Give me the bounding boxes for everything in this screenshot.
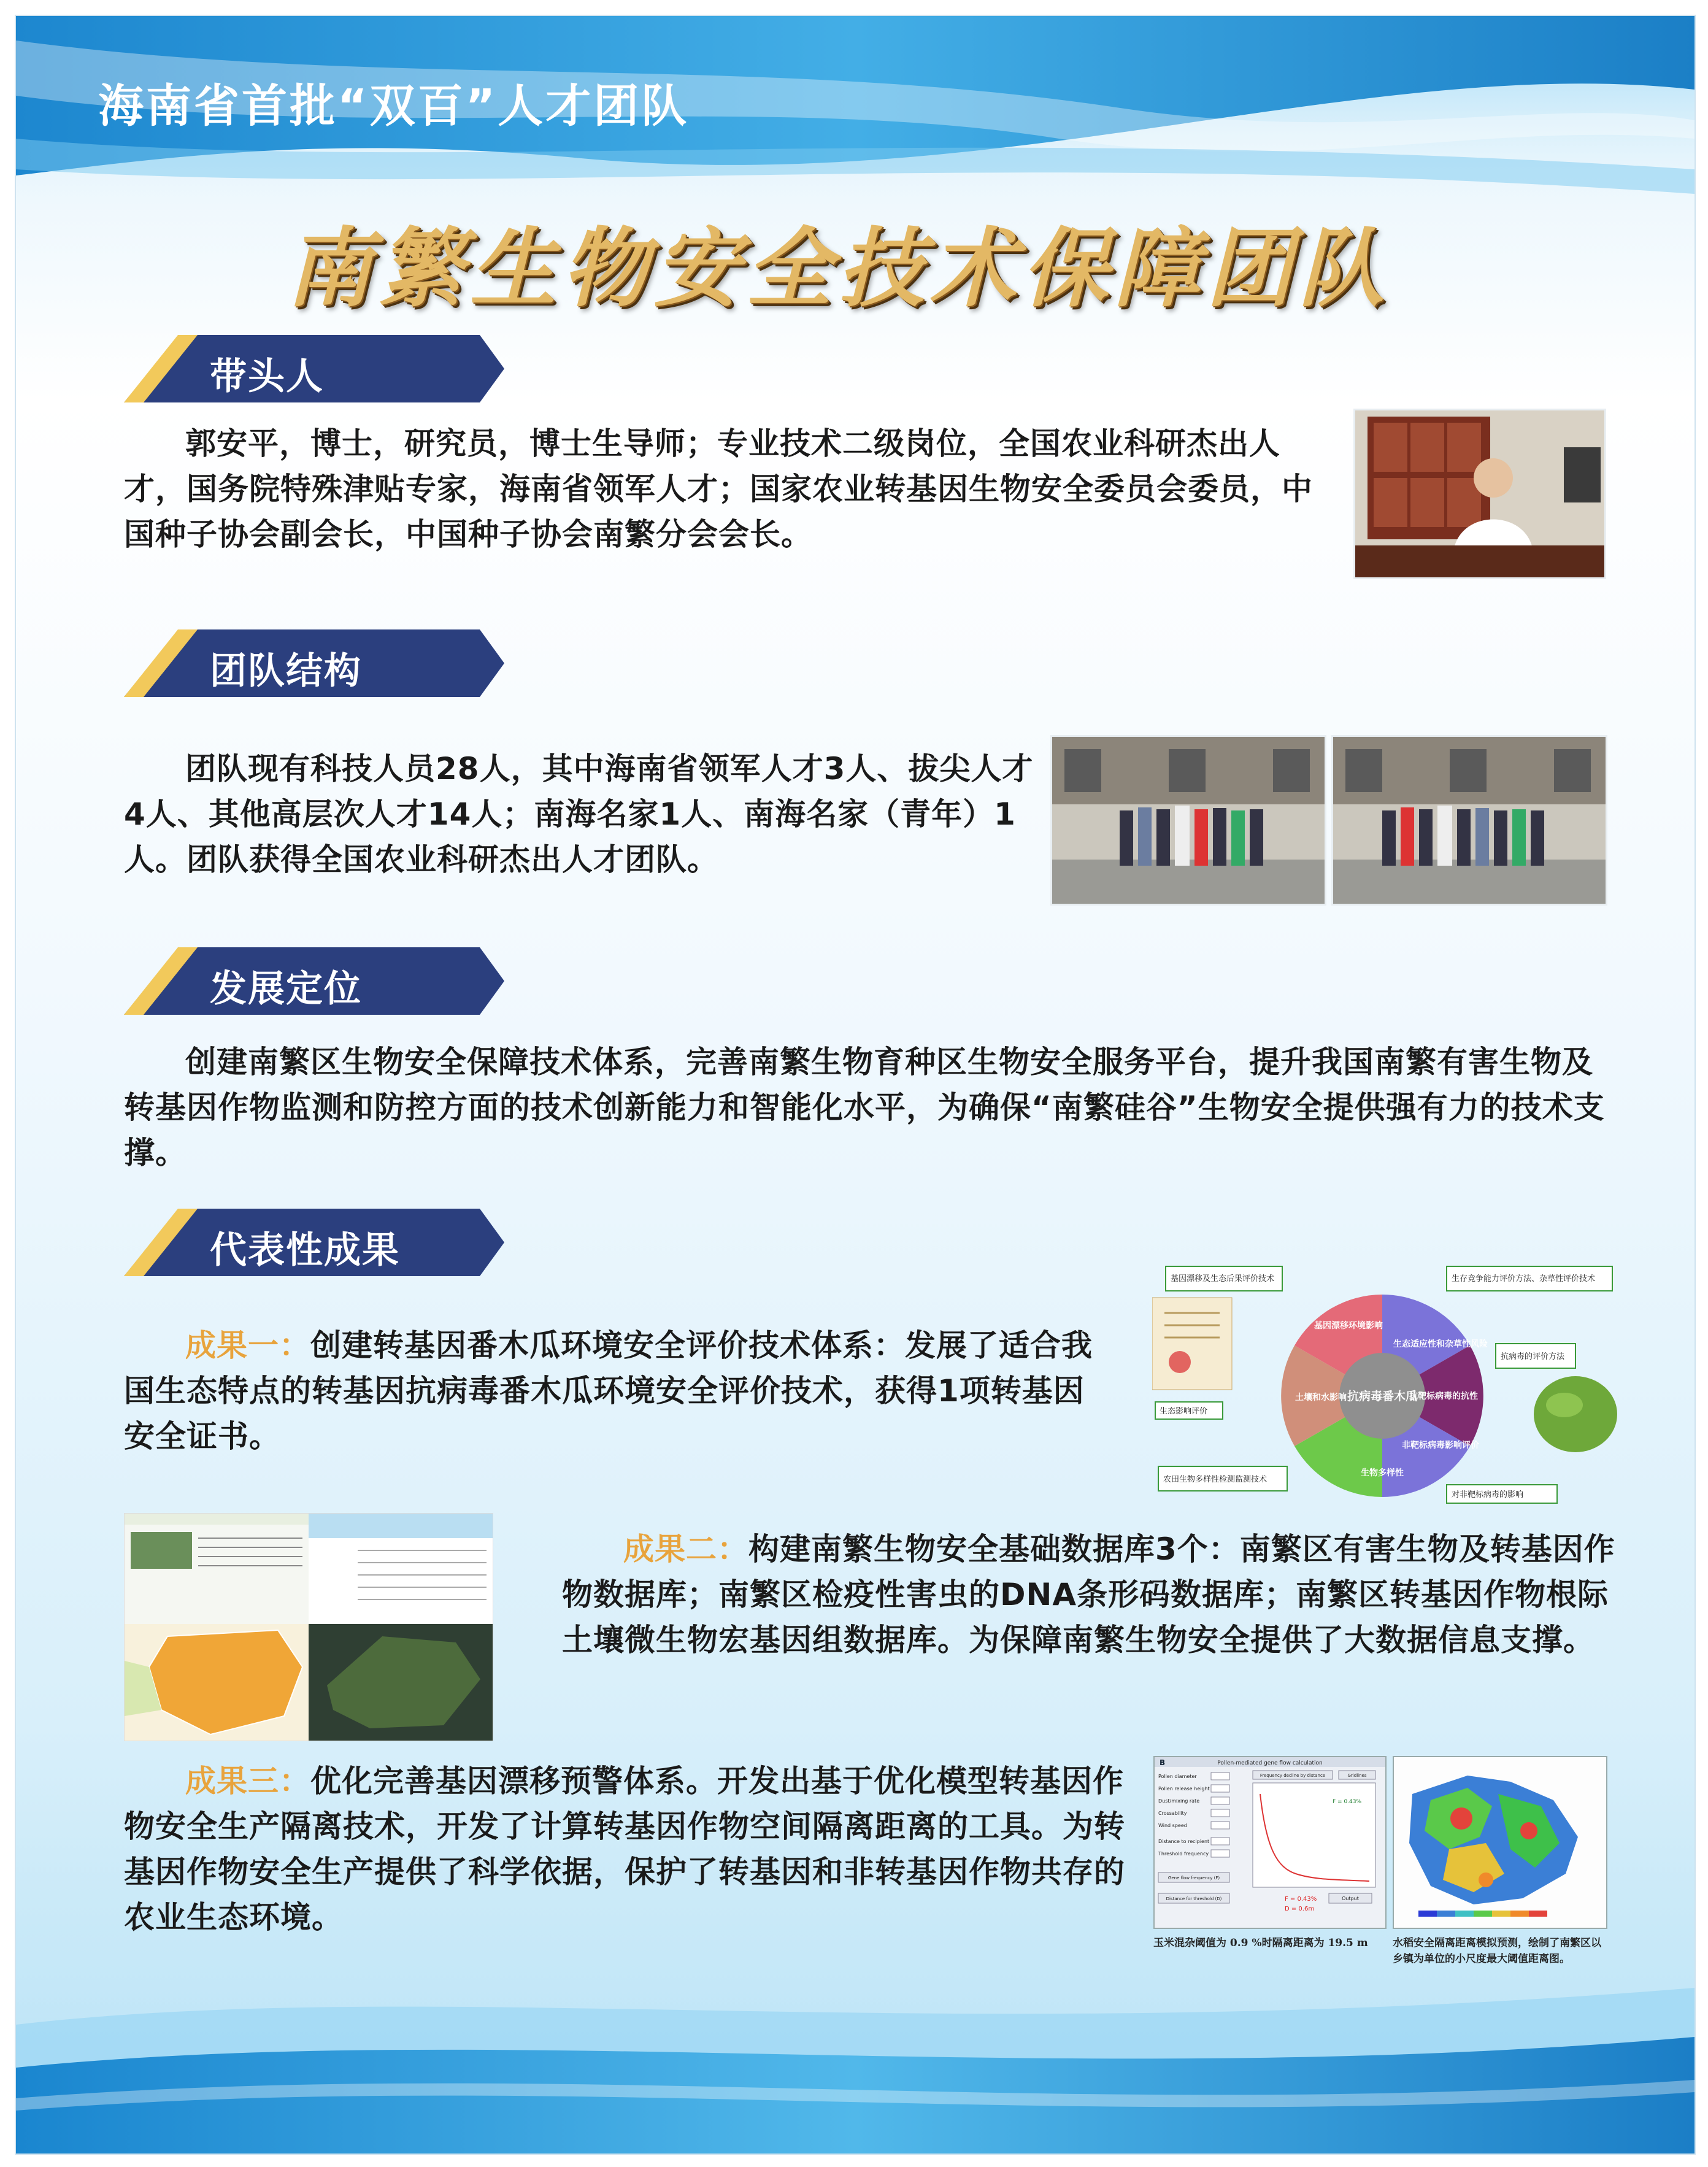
achievement-label: 成果二： [623, 1531, 748, 1567]
tool-caption: 玉米混杂阈值为 0.9 %时隔离距离为 19.5 m [1153, 1937, 1368, 1949]
gene-flow-tool-screenshot [1153, 1756, 1387, 1929]
section-header-leader [124, 335, 504, 402]
isolation-distance-map [1393, 1756, 1607, 1929]
database-screenshots-collage [124, 1513, 493, 1741]
diagram-callout: 抗病毒的评价方法 [1501, 1352, 1565, 1361]
team-title: 南繁生物安全技术保障团队 [286, 218, 1391, 319]
gene-flow-frequency-button[interactable]: Gene flow frequency (F) [1168, 1876, 1220, 1880]
section-header-structure [124, 629, 504, 697]
structure-paragraph: 团队现有科技人员28人，其中海南省领军人才3人、拔尖人才4人、其他高层次人才14人；南海名家1人、南海名家（青年）1人。团队获得全国农业科研杰出人才团队。 [124, 751, 1034, 877]
achievement-2 [562, 1526, 1617, 1663]
positioning-paragraph: 创建南繁区生物安全保障技术体系，完善南繁生物育种区生物安全服务平台，提升我国南繁有害生物及转基因作物监测和防控方面的技术创新能力和智能化水平，为确保“南繁硅谷”生物安全提供强有力的技术支撑。 [124, 1044, 1605, 1171]
achievement-text: 优化完善基因漂移预警体系。开发出基于优化模型转基因作物安全生产隔离技术，开发了计算转基因作物空间隔离距离的工具。为转基因作物安全生产提供了科学依据，保护了转基因和非转基因作物共存的农业生态环境。 [124, 1763, 1125, 1935]
diagram-segment: 生态适应性和杂草性风险 [1393, 1339, 1488, 1349]
output-button[interactable]: Output [1342, 1896, 1359, 1901]
diagram-callout: 农田生物多样性检测监测技术 [1163, 1475, 1268, 1484]
field-label: Dust/mixing rate [1158, 1798, 1200, 1804]
section-heading: 发展定位 [210, 968, 362, 1010]
section-heading: 代表性成果 [210, 1229, 400, 1272]
result-frequency: F = 0.43% [1333, 1799, 1362, 1805]
diagram-callout: 对非靶标病毒的影响 [1452, 1490, 1524, 1499]
diagram-segment: 基因漂移环境影响 [1314, 1321, 1383, 1331]
field-label: Wind speed [1158, 1823, 1187, 1828]
section-header-positioning [124, 947, 504, 1015]
field-label: Pollen diameter [1158, 1774, 1197, 1779]
diagram-segment: 非靶标病毒影响评价 [1402, 1441, 1479, 1450]
team-photo-2 [1331, 735, 1607, 906]
achievement-label: 成果三： [185, 1763, 310, 1799]
section-heading: 团队结构 [210, 650, 362, 693]
diagram-callout: 生存竞争能力评价方法、杂草性评价技术 [1452, 1274, 1596, 1284]
field-label: Pollen release height [1158, 1786, 1210, 1792]
diagram-segment: 抗靶标病毒的抗性 [1409, 1391, 1478, 1401]
map-caption: 水稻安全隔离距离模拟预测，绘制了南繁区以乡镇为单位的小尺度最大阈值距离图。 [1393, 1937, 1601, 1965]
result-distance: D = 0.6m [1285, 1906, 1315, 1912]
field-label: Distance to recipient [1158, 1839, 1210, 1844]
diagram-center-label: 抗病毒番木瓜 [1347, 1390, 1418, 1403]
leader-photo [1353, 409, 1606, 579]
achievement-1 [124, 1323, 1106, 1459]
distance-threshold-button[interactable]: Distance for threshold (D) [1166, 1896, 1222, 1901]
diagram-callout: 基因漂移及生态后果评价技术 [1171, 1274, 1275, 1284]
window-title: Pollen-mediated gene flow calculation [1217, 1760, 1323, 1766]
section-heading: 带头人 [210, 355, 324, 398]
team-photo-1 [1050, 735, 1326, 906]
gridlines-button[interactable]: Gridlines [1347, 1773, 1367, 1778]
field-label: Threshold frequency [1158, 1851, 1209, 1857]
papaya-assessment-diagram [1152, 1264, 1618, 1509]
achievement-3 [124, 1758, 1130, 1940]
section-header-achievements [124, 1209, 504, 1276]
poster [15, 15, 1696, 2155]
achievement-label: 成果一： [185, 1328, 310, 1363]
field-label: Crossability [1158, 1811, 1187, 1816]
diagram-segment: 土壤和水影响 [1295, 1393, 1347, 1403]
achievement-text: 构建南繁生物安全基础数据库3个：南繁区有害生物及转基因作物数据库；南繁区检疫性害虫的DNA条形码数据库；南繁区转基因作物根际土壤微生物宏基因组数据库。为保障南繁生物安全提供了大数据信息支撑。 [562, 1531, 1615, 1658]
certificate-image [1152, 1298, 1232, 1390]
footer-wave-band [16, 1951, 1695, 2154]
diagram-segment: 生物多样性 [1361, 1468, 1404, 1478]
leader-paragraph: 郭安平，博士，研究员，博士生导师；专业技术二级岗位，全国农业科研杰出人才，国务院特殊津贴专家，海南省领军人才；国家农业转基因生物安全委员会委员，中国种子协会副会长，中国种子协会南繁分会会长。 [124, 426, 1313, 552]
panel-letter: B [1160, 1758, 1166, 1767]
organization-title: 海南省首批“双百”人才团队 [98, 80, 690, 133]
plot-mode-button[interactable]: Frequency decline by distance [1260, 1773, 1326, 1778]
achievement-text: 创建转基因番木瓜环境安全评价技术体系：发展了适合我国生态特点的转基因抗病毒番木瓜环境安全评价技术，获得1项转基因安全证书。 [124, 1328, 1093, 1454]
result-frequency: F = 0.43% [1285, 1896, 1317, 1903]
diagram-callout: 生态影响评价 [1160, 1407, 1208, 1416]
